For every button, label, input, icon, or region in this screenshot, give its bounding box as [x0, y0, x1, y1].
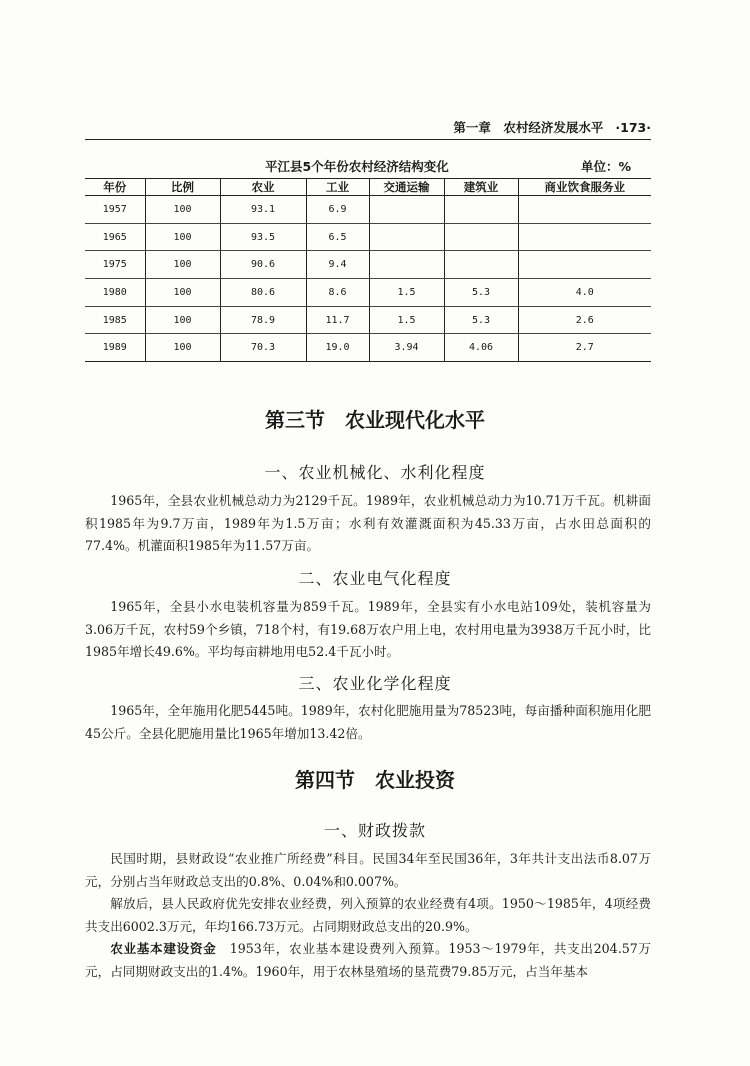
column-header: 农业 [220, 179, 306, 196]
table-cell: 1985 [85, 306, 145, 334]
table-row [85, 251, 651, 279]
subsection-title: 一、农业机械化、水利化程度 [264, 463, 486, 482]
paragraph [85, 938, 651, 983]
table-cell: 1.5 [369, 279, 444, 307]
table-cell: 93.1 [220, 196, 306, 224]
table-cell: 100 [145, 223, 220, 251]
column-header: 商业饮食服务业 [518, 179, 651, 196]
table-row [85, 196, 651, 224]
table-cell: 6.9 [306, 196, 369, 224]
table-cell: 100 [145, 334, 220, 362]
table-cell [369, 223, 444, 251]
table-cell: 5.3 [444, 306, 518, 334]
table-row [85, 279, 651, 307]
column-header: 工业 [306, 179, 369, 196]
column-header: 比例 [145, 179, 220, 196]
table-cell [444, 251, 518, 279]
table-cell: 3.94 [369, 334, 444, 362]
table-cell: 2.6 [518, 306, 651, 334]
table-cell: 93.5 [220, 223, 306, 251]
table-row [85, 223, 651, 251]
paragraph-keyword: 农业基本建设资金 [110, 941, 217, 956]
table-cell: 4.0 [518, 279, 651, 307]
table-cell [518, 196, 651, 224]
table-cell: 9.4 [306, 251, 369, 279]
table-cell: 8.6 [306, 279, 369, 307]
chapter-title: 第一章 农村经济发展水平 [453, 120, 604, 135]
table-row [85, 334, 651, 362]
header-rule [85, 139, 651, 140]
table-cell: 1975 [85, 251, 145, 279]
table-cell: 100 [145, 251, 220, 279]
table-cell: 80.6 [220, 279, 306, 307]
column-header: 交通运输 [369, 179, 444, 196]
table-header-row [85, 179, 651, 196]
economic-structure-table [85, 178, 651, 362]
table-cell: 78.9 [220, 306, 306, 334]
table-cell [444, 196, 518, 224]
paragraph: 1965年，全县小水电装机容量为859千瓦。1989年，全县实有小水电站109处，装机容量为3.06万千瓦，农村59个乡镇，718个村，有19.68万农户用上电，农村用电量为3938万千瓦小时，比1985年增长49.6%。平均每亩耕地用电52.4千瓦小时。 [85, 599, 651, 659]
column-header: 建筑业 [444, 179, 518, 196]
table-cell [369, 196, 444, 224]
section-title: 第四节 农业投资 [295, 768, 455, 792]
table-cell: 100 [145, 306, 220, 334]
table-cell: 19.0 [306, 334, 369, 362]
paragraph: 1965年，全县农业机械总动力为2129千瓦。1989年，农业机械总动力为10.71万千瓦。机耕面积1985年为9.7万亩，1989年为1.5万亩；水利有效灌溉面积为45.33万亩，占水田总面积的77.4%。机灌面积1985年为11.57万亩。 [85, 493, 651, 553]
table-cell: 11.7 [306, 306, 369, 334]
paragraph-text: 1953年，农业基本建设费列入预算。1953～1979年，共支出204.57万元，占同期财政支出的1.4%。1960年，用于农林垦殖场的垦荒费79.85万元，占当年基本 [85, 941, 652, 979]
table-cell [444, 223, 518, 251]
table-cell: 5.3 [444, 279, 518, 307]
table-cell [518, 223, 651, 251]
table-title: 平江县5个年份农村经济结构变化 [265, 159, 449, 174]
table-cell: 1965 [85, 223, 145, 251]
subsection-title: 二、农业电气化程度 [298, 569, 452, 588]
table-cell: 100 [145, 196, 220, 224]
table-cell: 2.7 [518, 334, 651, 362]
subsection-title: 三、农业化学化程度 [298, 674, 452, 693]
table-cell: 1980 [85, 279, 145, 307]
table-cell: 90.6 [220, 251, 306, 279]
paragraph: 民国时期，县财政设“农业推广所经费”科目。民国34年至民国36年，3年共计支出法币8.07万元，分别占当年财政总支出的0.8%、0.04%和0.007%。 [85, 851, 651, 889]
table-unit: 单位：% [580, 159, 631, 174]
table-cell: 4.06 [444, 334, 518, 362]
table-cell: 6.5 [306, 223, 369, 251]
running-header [85, 118, 651, 136]
table-row [85, 306, 651, 334]
section-title: 第三节 农业现代化水平 [265, 408, 485, 432]
page-number: ·173· [615, 120, 651, 135]
paragraph: 解放后，县人民政府优先安排农业经费，列入预算的农业经费有4项。1950～1985年，4项经费共支出6002.3万元，年均166.73万元。占同期财政总支出的20.9%。 [85, 896, 651, 934]
subsection-title: 一、财政拨款 [323, 821, 426, 840]
table-cell [369, 251, 444, 279]
table-cell [518, 251, 651, 279]
column-header: 年份 [85, 179, 145, 196]
table-cell: 1957 [85, 196, 145, 224]
table-cell: 1989 [85, 334, 145, 362]
table-cell: 100 [145, 279, 220, 307]
paragraph: 1965年，全年施用化肥5445吨。1989年，农村化肥施用量为78523吨，每亩播种面积施用化肥45公斤。全县化肥施用量比1965年增加13.42倍。 [85, 703, 651, 741]
table-cell: 70.3 [220, 334, 306, 362]
table-cell: 1.5 [369, 306, 444, 334]
